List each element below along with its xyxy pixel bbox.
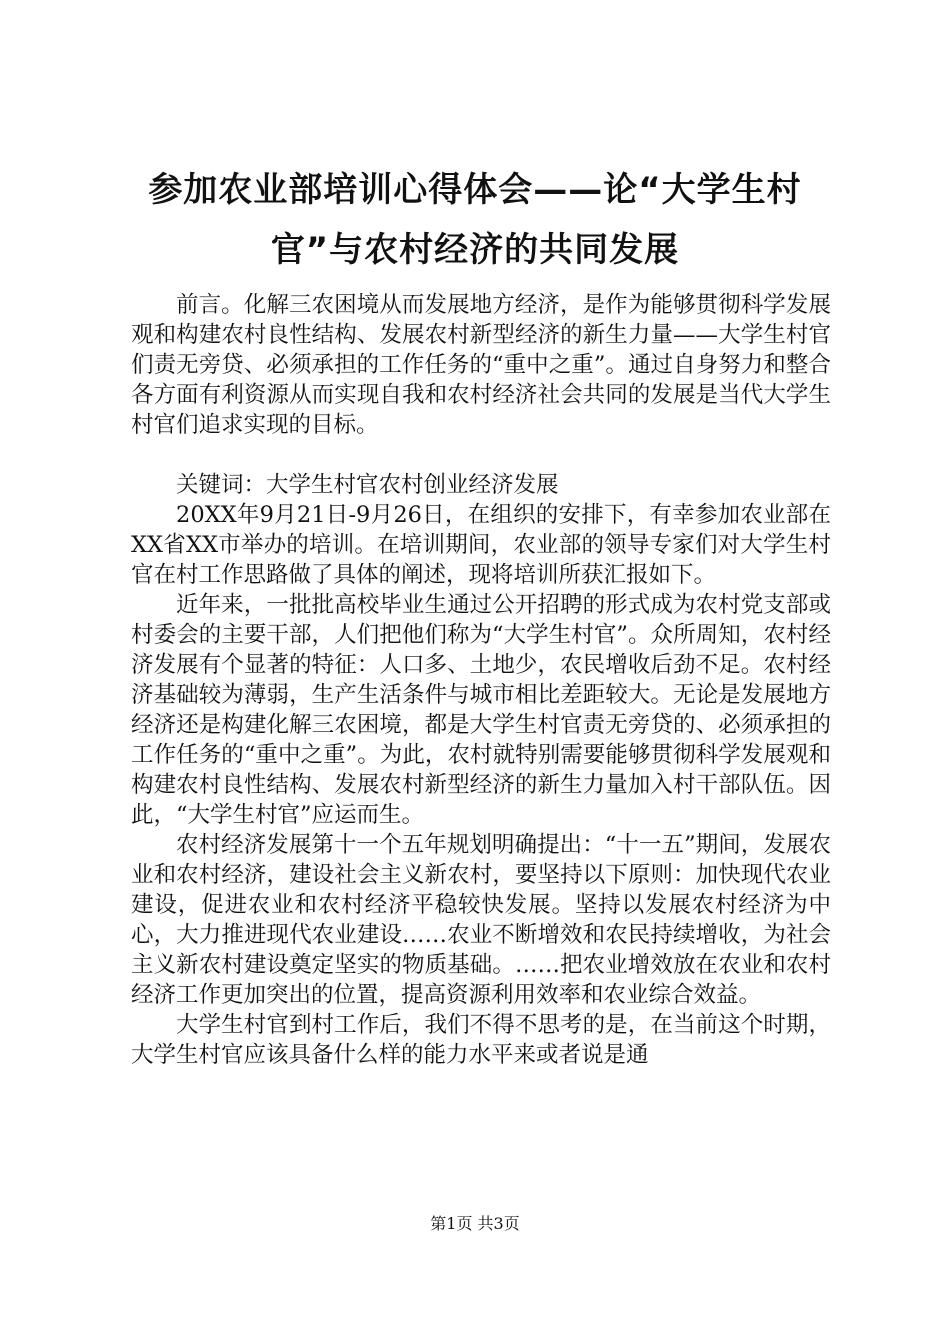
title-line-1: 参加农业部培训心得体会——论“大学生村 xyxy=(148,170,802,210)
paragraph-keywords: 关键词：大学生村官农村创业经济发展 xyxy=(176,472,559,498)
page-footer: 第1页 共3页 xyxy=(430,1214,520,1233)
paragraph-training: 20XX年9月21日-9月26日，在组织的安排下，有幸参加农业部在XX省XX市举办的培训。在培训期间，农业部的领导专家们对大学生村官在村工作思路做了具体的阐述，现将培训所获汇报如下。 xyxy=(131,502,831,588)
paragraph-reflection: 大学生村官到村工作后，我们不得不思考的是，在当前这个时期，大学生村官应该具备什么样的能力水平来或者说是通 xyxy=(131,1012,831,1068)
document-title xyxy=(110,160,840,280)
paragraph-preface: 前言。化解三农困境从而发展地方经济，是作为能够贯彻科学发展观和构建农村良性结构、发展农村新型经济的新生力量——大学生村官们责无旁贷、必须承担的工作任务的“重中之重”。通过自身努力和整合各方面有利资源从而实现自我和农村经济社会共同的发展是当代大学生村官们追求实现的目标。 xyxy=(131,292,831,438)
title-line-2: 官”与农村经济的共同发展 xyxy=(270,230,680,270)
paragraph-background: 近年来，一批批高校毕业生通过公开招聘的形式成为农村党支部或村委会的主要干部，人们把他们称为“大学生村官”。众所周知，农村经济发展有个显著的特征：人口多、土地少，农民增收后劲不足。农村经济基础较为薄弱，生产生活条件与城市相比差距较大。无论是发展地方经济还是构建化解三农困境，都是大学生村官责无旁贷的、必须承担的工作任务的“重中之重”。为此，农村就特别需要能够贯彻科学发展观和构建农村良性结构、发展农村新型经济的新生力量加入村干部队伍。因此，“大学生村官”应运而生。 xyxy=(131,592,831,828)
paragraph-five-year-plan: 农村经济发展第十一个五年规划明确提出：“十一五”期间，发展农业和农村经济，建设社会主义新农村，要坚持以下原则：加快现代农业建设，促进农业和农村经济平稳较快发展。坚持以发展农村经济为中心，大力推进现代农业建设……农业不断增效和农民持续增收，为社会主义新农村建设奠定坚实的物质基础。……把农业增效放在农业和农村经济工作更加突出的位置，提高资源利用效率和农业综合效益。 xyxy=(131,832,831,1008)
document-body xyxy=(131,290,831,1070)
